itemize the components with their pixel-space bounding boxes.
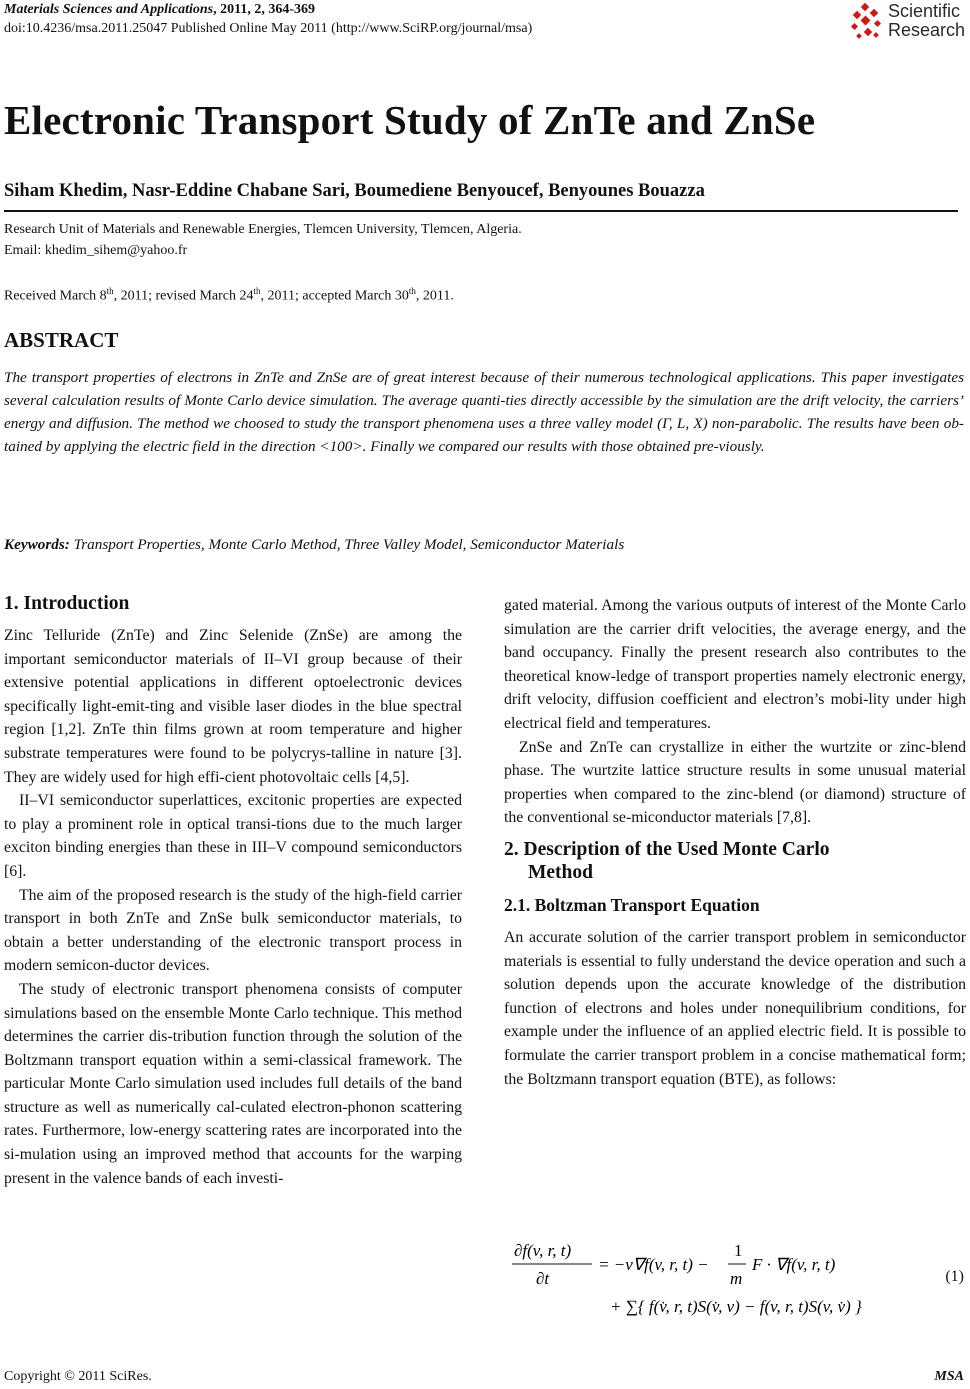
intro-paragraph-2: II–VI semiconductor superlattices, excitonic properties are expected to play a prominent role in optical transi-tions due to the much larger exciton binding energies than these in III–V compound semiconductors [6]. <box>4 792 462 880</box>
eq-lhs-numerator: ∂f(v, r, t) <box>514 1241 572 1260</box>
author-email: Email: khedim_sihem@yahoo.fr <box>4 243 188 258</box>
method-heading-line2: Method <box>528 861 593 883</box>
received-text: Received March 8 <box>4 288 107 304</box>
revised-text: , 2011; revised March 24 <box>113 288 254 304</box>
footer-journal-abbr: MSA <box>934 1369 964 1384</box>
journal-name: Materials Sciences and Applications <box>4 2 214 17</box>
eq-lhs-denominator: ∂t <box>536 1269 550 1288</box>
intro-paragraph-3: The aim of the proposed research is the study of the high-field carrier transport in both ZnTe and ZnSe bulk semiconductor materials, to obtain a better understanding of the electronic transport process in modern semicon-ductor devices. <box>4 886 462 975</box>
revised-sup: th <box>253 286 261 296</box>
equation-graphic <box>506 1234 926 1324</box>
logo-mark-icon <box>848 2 886 44</box>
section-heading-introduction: 1. Introduction <box>4 593 130 614</box>
keywords: Keywords: Transport Properties, Monte Carlo Method, Three Valley Model, Semiconductor Materials <box>4 536 625 553</box>
intro-paragraph-5: ZnSe and ZnTe can crystallize in either the wurtzite or zinc-blend phase. The wurtzite lattice structure results in some unusual material properties when compared to the zinc-blend (or diamond) structure of the conventional se-miconductor materials [7,8]. <box>504 738 966 827</box>
accepted-text: , 2011; accepted March 30 <box>260 288 409 304</box>
publisher-logo <box>848 2 968 46</box>
equation-1 <box>506 1234 966 1324</box>
paper-title: Electronic Transport Study of ZnTe and ZnSe <box>4 97 816 143</box>
section-heading-method <box>504 838 966 884</box>
received-end: , 2011. <box>415 288 454 304</box>
logo-line1: Scientific <box>888 1 961 21</box>
eq-rhs-first: = −v∇f(v, r, t) − <box>598 1255 709 1274</box>
journal-header <box>4 2 315 18</box>
footer-copyright: Copyright © 2011 SciRes. <box>4 1369 152 1384</box>
received-dates <box>4 286 454 305</box>
eq-rhs-scattering: + ∑{ f(v̇, r, t)S(v̇, v) − f(v, r, t)S(v, v̇) } <box>610 1297 862 1316</box>
abstract-heading: ABSTRACT <box>4 328 119 352</box>
left-column <box>4 592 462 1190</box>
keywords-items: Transport Properties, Monte Carlo Method, Three Valley Model, Semiconductor Materials <box>73 536 625 553</box>
eq-frac-denominator: m <box>730 1269 743 1288</box>
subsection-heading-bte: 2.1. Boltzman Transport Equation <box>504 894 760 915</box>
keywords-label: Keywords <box>4 536 65 553</box>
logo-text <box>888 2 965 40</box>
doi-line: doi:10.4236/msa.2011.25047 Published Online May 2011 (http://www.SciRP.org/journal/msa) <box>4 21 533 36</box>
eq-rhs-second: F · ∇f(v, r, t) <box>752 1255 836 1274</box>
intro-paragraph-1: Zinc Telluride (ZnTe) and Zinc Selenide (ZnSe) are among the important semiconductor materials of II–VI group because of their extensive potential applications in different optoelectronic devices specifically light-emit-ting and visible laser diodes in the blue spectral region [1,2]. ZnTe thin films grown at room temperature and higher substrate temperatures were found to be polycrys-talline in nature [3]. They are widely used for high effi-cient photovoltaic cells [4,5]. <box>4 627 462 786</box>
intro-paragraph-4: The study of electronic transport phenomena consists of computer simulations based on the ensemble Monte Carlo technique. This method determines the carrier dis-tribution function through the solution of the Boltzmann transport equation within a semi-classical framework. The particular Monte Carlo simulation used includes full details of the band structure as well as numerically cal-culated electron-phonon scattering rates. Furthermore, low-energy scattering rates are incorporated into the si-mulation using an improved method that accounts for the warping present in the valence bands of each investi- <box>4 980 462 1187</box>
accepted-sup: th <box>408 286 416 296</box>
eq-frac-numerator: 1 <box>734 1241 743 1260</box>
abstract-text: The transport properties of electrons in ZnTe and ZnSe are of great interest because of their numerous technological applications. This paper investigates several calculation results of Monte Carlo device simulation. The average quanti-ties directly accessible by the simulation are the drift velocity, the carriers’ energy and diffusion. The method we choosed to study the transport phenomena uses a three valley model (Γ, L, X) non-parabolic. The results have been ob-tained by applying the electric field in the direction <100>. Finally we compared our results with those obtained pre-viously. <box>4 369 964 455</box>
bte-paragraph: An accurate solution of the carrier transport problem in semiconductor materials is essential to fully understand the device operation and such a solution depends upon the accurate knowledge of the distribution function of electrons and holes under nonequilibrium conditions, for example under the influence of an applied electric field. It is possible to formulate the carrier transport problem in a concise mathematical form; the Boltzmann transport equation (BTE), as follows: <box>504 928 966 1088</box>
author-list: Siham Khedim, Nasr-Eddine Chabane Sari, Boumediene Benyoucef, Benyounes Bouazza <box>4 181 705 201</box>
title-divider <box>4 210 958 212</box>
equation-number: (1) <box>945 1268 964 1285</box>
method-heading-line1: 2. Description of the Used Monte Carlo <box>504 838 830 860</box>
received-sup: th <box>106 286 114 296</box>
affiliation: Research Unit of Materials and Renewable Energies, Tlemcen University, Tlemcen, Algeria. <box>4 222 522 237</box>
right-column <box>504 594 966 1091</box>
logo-line2: Research <box>888 20 966 40</box>
journal-volume: , 2011, 2, 364-369 <box>213 2 315 17</box>
intro-paragraph-4-continued: gated material. Among the various outputs of interest of the Monte Carlo simulation are the carrier drift velocities, the average energy, and the band occupancy. Finally the present research also contributes to the theoretical know-ledge of transport properties namely electronic energy, drift velocity, diffusion coefficient and electron’s mobi-lity under high electrical field and temperatures. <box>504 597 966 732</box>
